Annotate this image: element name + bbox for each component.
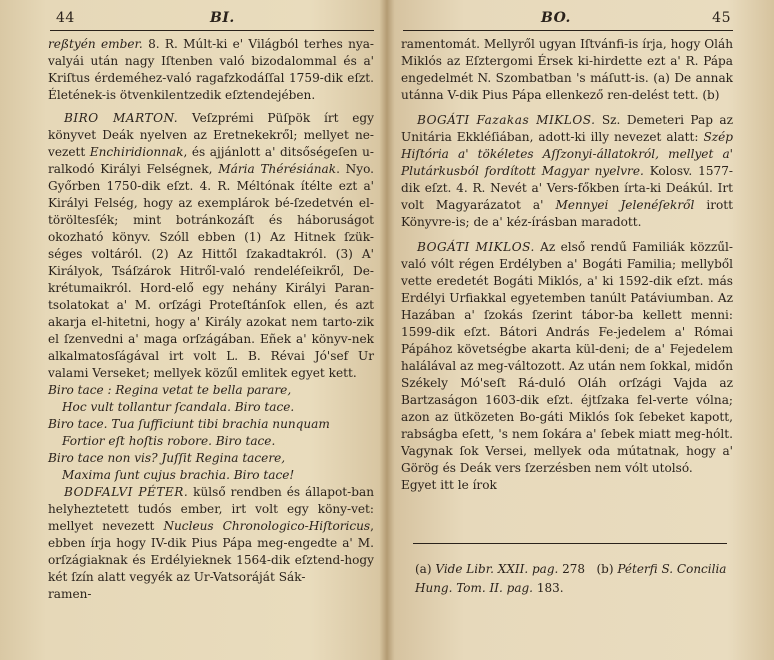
header-rule [403, 30, 733, 31]
page-number: 45 [712, 10, 731, 26]
footnote-b-text: Péterfi S. Concilia Hung. Tom. II. pag. [415, 562, 727, 595]
paragraph-continuation: reßtyén ember. 8. R. Múlt-ki e' Világból terhes nya-valyái után nagy Iſtenben való bizodalommal és a' Kriſtus érdeméhez-való ragafzkodáſſal 1759-dik eſzt. Életének-is ötvenkilentzedik eſztendejében. [48, 37, 374, 102]
right-page [393, 8, 737, 648]
footnote-a-page: 278 [562, 562, 586, 576]
catchword: ramen- [48, 587, 92, 601]
left-page-body [48, 36, 374, 603]
running-head: BO. [541, 10, 571, 26]
verse-line: Maxima ſunt cujus brachia. Biro tace! [62, 468, 295, 482]
verse-line: Biro tace : Regina vetat te bella parare, [48, 383, 292, 397]
header-rule [50, 30, 374, 31]
footnote-mark-b: (b) [596, 562, 614, 576]
footnote-b-page: 183. [536, 581, 564, 595]
entry-biro-marton: BIRO MARTON. Veſzprémi Püſpök írt egy könyvet Deák nyelven az Eretnekekről; mellyet ne-vezett Enchiridionnak, és ajjánlott a' ditsőségeſen u-ralkodó Királyi Felségnek, Mária Thérésiának. Nyo. Győrben 1750-dik eſzt. 4. R. Méltónak ítélte ezt a' Királyi Felség, hogy az exemplárok bé-ſzedetvén el-töröltesſék; mint botránkozáſt és háboruságot okozható könyv. Szóll ebben (1) Az Hitnek ſzük-séges voltáról. (2) Az Hittől ſzakadtakról. (3) A' Királyok, Tsáſzárok Hitről-való rendeléſeikről, De-krétumaikról. Hord-elő egy nehány Királyi Paran-tsolatokat a' M. orſzági Proteſtánſok ellen, és azt akarja el-hitetni, hogy a' Király azokat nem tarto-zik el ſzenvedni a' maga orſzágában. Eñek a' könyv-nek alkalmatosſágával irt volt L. B. Révai Jó'sef Ur valami Verseket; mellyek közűl emlitek egyet kett. [48, 111, 375, 380]
footnotes [415, 560, 731, 598]
entry-bogati-miklos: BOGÁTI MIKLOS. Az első rendű Familiák közzűl-való vólt régen Erdélyben a' Bogáti Familia; mellyből vette eredetét Bogáti Miklós, a' ki 1592-dik eſzt. más Erdélyi Urfiakkal egyetemben tanúlt Patáviumban. Az Hazában a' ſzokás ſzerint tábor-ba kellett menni: 1599-dik eſzt. Bátori András Fe-jedelem a' Római Pápához követségbe akarta kül-deni; de a' Fejedelem halálával az meg-változott. Az után nem ſokkal, midőn Székely Mó'seſt Rá-duló Oláh orſzági Vajda az Bartzaságon 1603-dik eſzt. éjtſzaka fel-verte vólna; azon az ütközeten Bo-gáti Miklós ſok ſebeket kapott, rabságba eſett, 's nem ſokára a' ſebek miatt meg-hólt. Vagynak ſok Versei, mellyek oda mútatnak, hogy a' Görög és Deák vers ſzerzésben nem vólt utolsó. [401, 240, 733, 475]
left-page [40, 8, 378, 648]
left-page-header [40, 8, 378, 28]
entry-bogati-fazakas-miklos: BOGÁTI Fazakas MIKLOS. Sz. Demeteri Pap az Unitária Ekkléſiában, adott-ki illy nevezet alatt: Szép Hiſtória a' tökéletes Aſſzonyi-állatokról, mellyet a' Plutárkusból fordított Magyar nyelvre. Kolosv. 1577-dik eſzt. 4. R. Nevét a' Vers-főkben írta-ki Deákúl. Irt volt Magyarázatot a' Mennyei Jelenéſekről irott Könyvre-is; de a' kéz-írásban maradott. [401, 113, 733, 229]
footnote-rule [413, 543, 727, 544]
entry-bodfalvi-peter: BODFALVI PÉTER. külső rendben és állapot-ban helyheztetett tudós ember, irt volt egy köny-vet: mellyet nevezett Nucleus Chronologico-Hiſtoricus, ebben írja hogy IV-dik Pius Pápa meg-engedte a' M. orſzágiaknak és Erdélyieknek 1564-dik eſztend-hogy két ſzín alatt vegyék az Ur-Vatsoráját Sák- [48, 485, 374, 584]
page-number: 44 [56, 10, 75, 26]
paragraph-continuation: ramentomát. Mellyről ugyan Iſtvánfi-is írja, hogy Oláh Miklós az Eſztergomi Érsek ki-hirdette ezt a' R. Pápa engedelmét N. Szombatban 's máſutt-is. (a) De annak utánna V-dik Pius Pápa ellenkező ren-delést tett. (b) [401, 37, 733, 102]
right-page-body [401, 36, 733, 494]
catchword: Egyet itt le írok [401, 478, 497, 492]
verse-line: Hoc vult tollantur ſcandala. Biro tace. [62, 400, 295, 414]
running-head: BI. [210, 10, 235, 26]
verse-line: Biro tace. Tua ſufficiunt tibi brachia nunquam [48, 417, 330, 431]
verse-line: Biro tace non vis? Juſſit Regina tacere, [48, 451, 286, 465]
right-page-header [393, 8, 737, 28]
footnote-a-text: Vide Libr. XXII. pag. [435, 562, 559, 576]
footnote-mark-a: (a) [415, 562, 432, 576]
verse-line: Fortior eſt hoſtis robore. Biro tace. [62, 434, 276, 448]
